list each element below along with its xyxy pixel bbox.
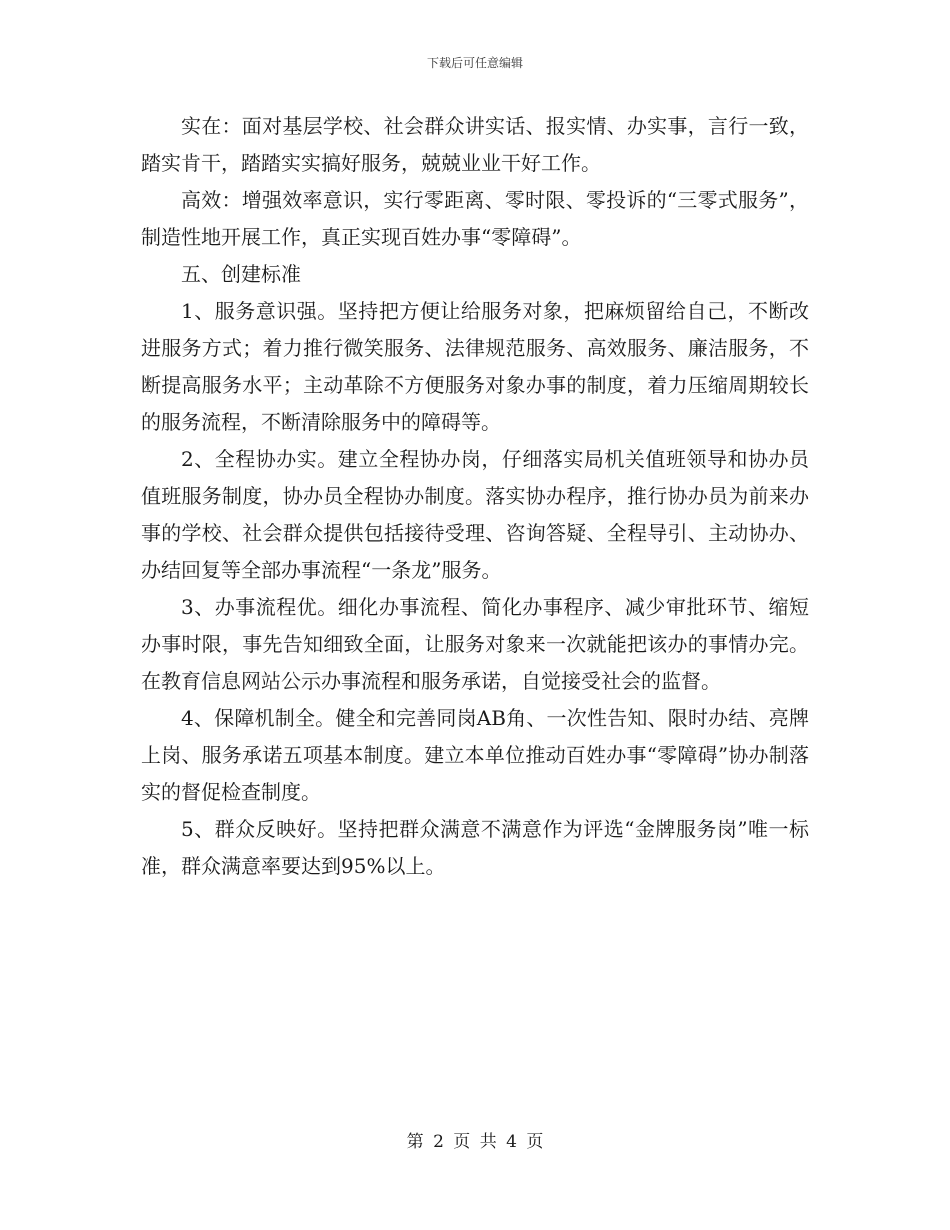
- paragraph-standard-3: 3、办事流程优。细化办事流程、简化办事程序、减少审批环节、缩短办事时限，事先告知细致全面，让服务对象来一次就能把该办的事情办完。在教育信息网站公示办事流程和服务承诺，自觉接受社会的监督。: [141, 595, 809, 693]
- paragraph-standard-1: 1、服务意识强。坚持把方便让给服务对象，把麻烦留给自己，不断改进服务方式；着力推行微笑服务、法律规范服务、高效服务、廉洁服务，不断提高服务水平；主动革除不方便服务对象办事的制度，着力压缩周期较长的服务流程，不断清除服务中的障碍等。: [141, 299, 809, 434]
- page-number-footer: 第 2 页 共 4 页: [406, 1132, 544, 1152]
- paragraph-standard-2: 2、全程协办实。建立全程协办岗，仔细落实局机关值班领导和协办员值班服务制度，协办员全程协办制度。落实协办程序，推行协办员为前来办事的学校、社会群众提供包括接待受理、咨询答疑、全程导引、主动协办、办结回复等全部办事流程“一条龙”服务。: [141, 447, 809, 582]
- header-note: 下载后可任意编辑: [426, 56, 523, 70]
- section-heading-standards: 五、创建标准: [181, 262, 301, 286]
- document-body: [141, 108, 809, 885]
- paragraph-standard-4: 4、保障机制全。健全和完善同岗AB角、一次性告知、限时办结、亮牌上岗、服务承诺五项基本制度。建立本单位推动百姓办事“零障碍”协办制落实的督促检查制度。: [141, 706, 809, 804]
- paragraph-shizai: 实在：面对基层学校、社会群众讲实话、报实情、办实事，言行一致，踏实肯干，踏踏实实搞好服务，兢兢业业干好工作。: [141, 114, 809, 175]
- paragraph-gaoxiao: 高效：增强效率意识，实行零距离、零时限、零投诉的“三零式服务”，制造性地开展工作，真正实现百姓办事“零障碍”。: [141, 188, 809, 249]
- paragraph-standard-5: 5、群众反映好。坚持把群众满意不满意作为评选“金牌服务岗”唯一标准，群众满意率要达到95%以上。: [141, 817, 809, 878]
